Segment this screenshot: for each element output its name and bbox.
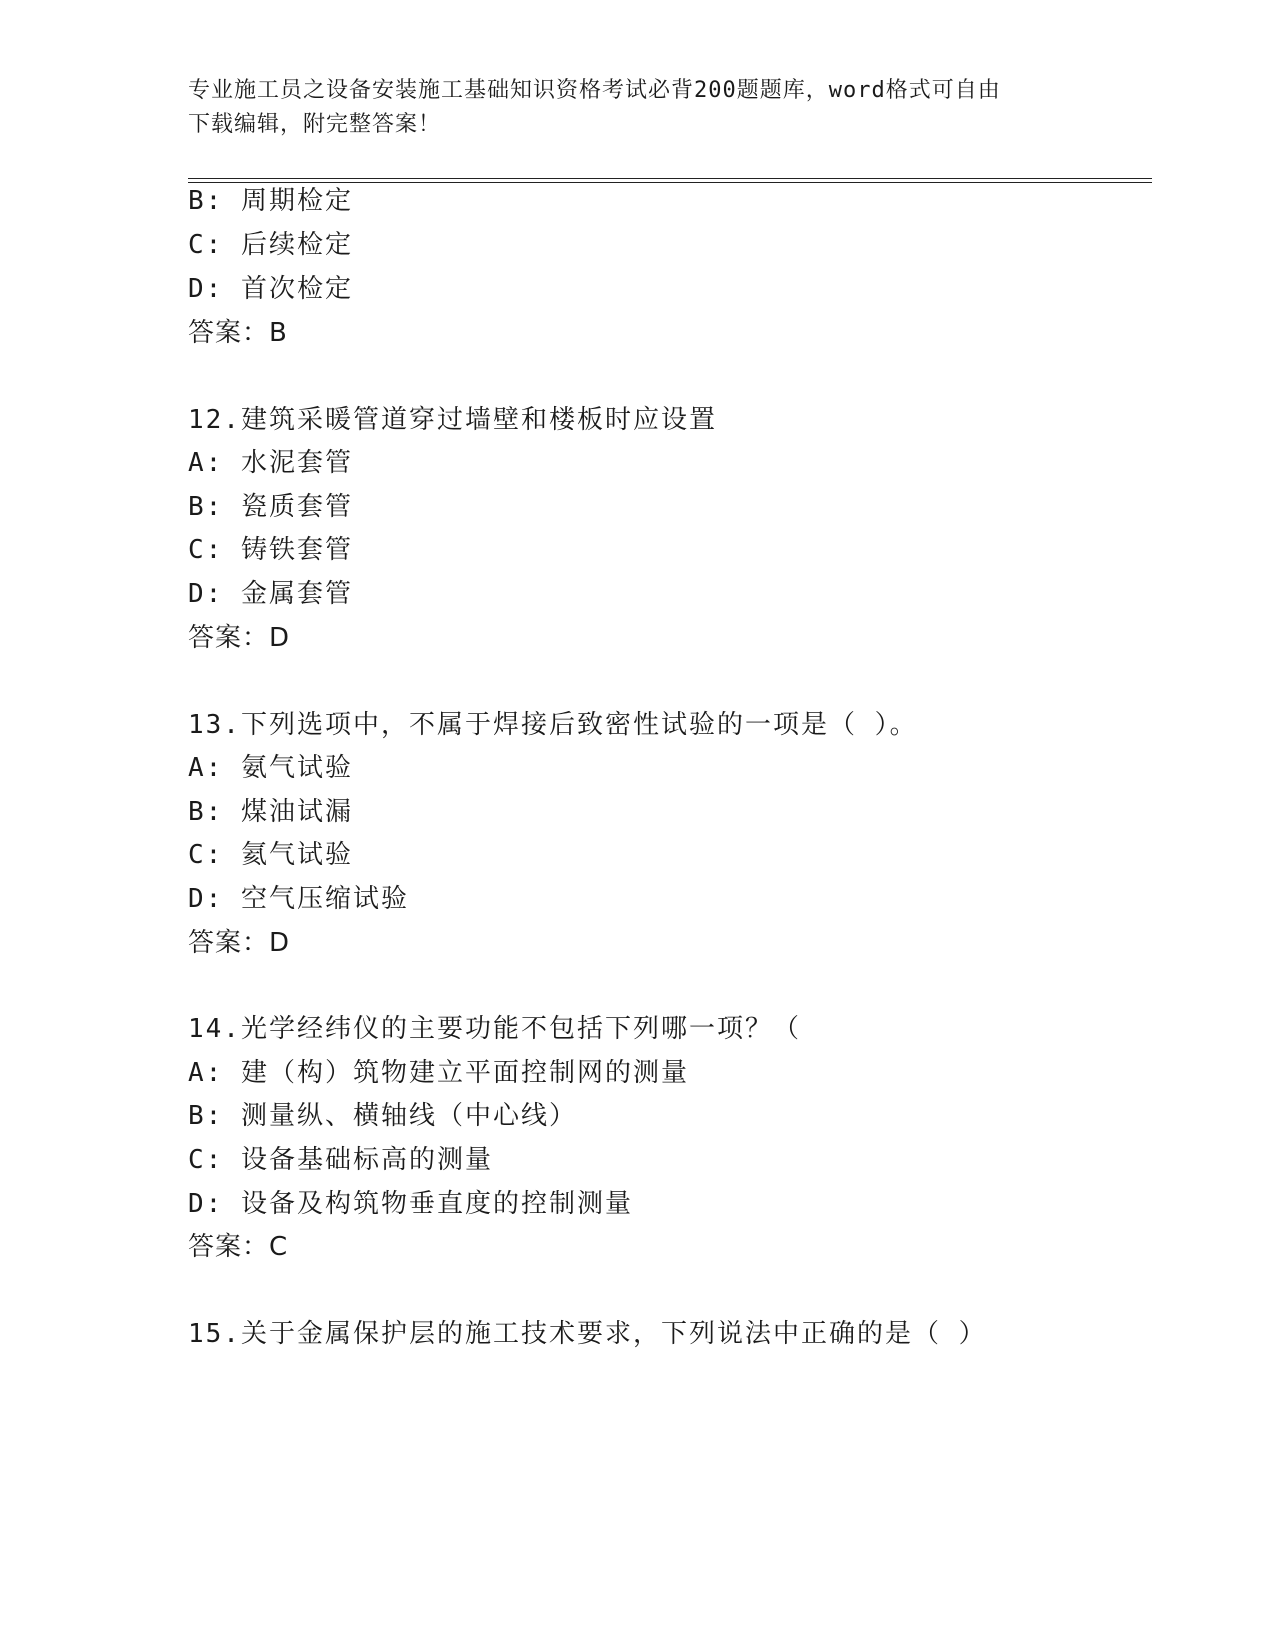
q12-answer: 答案：D [188, 623, 291, 653]
q11-option-c: C: 后续检定 [188, 230, 353, 260]
q11-option-d: D: 首次检定 [188, 274, 353, 304]
header-divider-bottom [188, 182, 1152, 183]
q12-option-a: A: 水泥套管 [188, 448, 353, 478]
q12-question: 12.建筑采暖管道穿过墙壁和楼板时应设置 [188, 405, 717, 435]
q14-option-b: B: 测量纵、横轴线（中心线） [188, 1101, 577, 1131]
document-header [188, 74, 1088, 142]
header-divider-top [188, 178, 1152, 179]
q14-answer: 答案：C [188, 1232, 289, 1262]
q11-option-b: B: 周期检定 [188, 186, 353, 216]
q14-option-a: A: 建（构）筑物建立平面控制网的测量 [188, 1058, 689, 1088]
q13-option-b: B: 煤油试漏 [188, 797, 353, 827]
q14-question: 14.光学经纬仪的主要功能不包括下列哪一项？（ [188, 1014, 801, 1044]
q15-question: 15.关于金属保护层的施工技术要求，下列说法中正确的是（ ） [188, 1319, 987, 1349]
q14-option-c: C: 设备基础标高的测量 [188, 1145, 493, 1175]
q12-option-c: C: 铸铁套管 [188, 535, 353, 565]
q13-option-d: D: 空气压缩试验 [188, 884, 409, 914]
q13-answer: 答案：D [188, 928, 291, 958]
header-line-1: 专业施工员之设备安装施工基础知识资格考试必背200题题库，word格式可自由 [188, 78, 1001, 103]
q12-option-b: B: 瓷质套管 [188, 492, 353, 522]
q14-option-d: D: 设备及构筑物垂直度的控制测量 [188, 1189, 633, 1219]
q11-answer: 答案：B [188, 318, 288, 348]
q13-option-c: C: 氦气试验 [188, 840, 353, 870]
q13-option-a: A: 氨气试验 [188, 753, 353, 783]
header-line-2: 下载编辑，附完整答案！ [188, 112, 442, 137]
q12-option-d: D: 金属套管 [188, 579, 353, 609]
q13-question: 13.下列选项中，不属于焊接后致密性试验的一项是（ ）。 [188, 710, 918, 740]
